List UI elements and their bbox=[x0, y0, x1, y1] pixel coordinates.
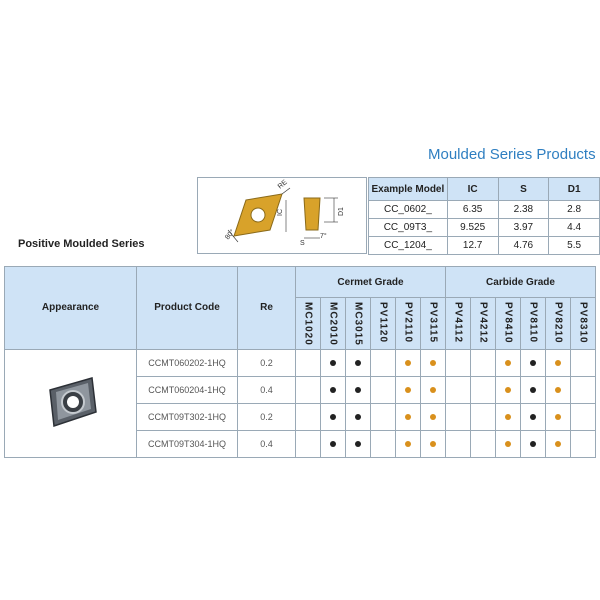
table-row bbox=[369, 237, 600, 255]
grade-mark-cell bbox=[446, 430, 471, 457]
gold-dot-icon bbox=[555, 387, 561, 393]
grade-pv4212: PV4212 bbox=[477, 302, 489, 344]
insert-diagram bbox=[197, 177, 367, 254]
product-code: CCMT060202-1HQ bbox=[137, 349, 238, 376]
gold-dot-icon bbox=[405, 414, 411, 420]
gold-dot-icon bbox=[555, 414, 561, 420]
re-header: Re bbox=[238, 267, 296, 350]
grade-pv2110: PV2110 bbox=[402, 302, 414, 344]
re-label: RE bbox=[276, 178, 289, 191]
grade-pv8110: PV8110 bbox=[527, 302, 539, 344]
cell-s: 2.38 bbox=[498, 201, 549, 219]
header-s: S bbox=[498, 178, 549, 201]
cell-s: 4.76 bbox=[498, 237, 549, 255]
grade-mark-cell bbox=[496, 376, 521, 403]
product-code: CCMT09T302-1HQ bbox=[137, 403, 238, 430]
cell-ic: 12.7 bbox=[447, 237, 498, 255]
gold-dot-icon bbox=[430, 441, 436, 447]
grade-pv8210: PV8210 bbox=[552, 302, 564, 344]
black-dot-icon bbox=[330, 387, 336, 393]
example-model-table bbox=[368, 177, 600, 255]
grade-mark-cell bbox=[546, 430, 571, 457]
black-dot-icon bbox=[530, 414, 536, 420]
grade-mark-cell bbox=[446, 349, 471, 376]
insert-dimension-diagram bbox=[198, 178, 366, 253]
grade-mark-cell bbox=[421, 349, 446, 376]
re-value: 0.2 bbox=[238, 403, 296, 430]
black-dot-icon bbox=[330, 414, 336, 420]
gold-dot-icon bbox=[505, 387, 511, 393]
gold-dot-icon bbox=[505, 360, 511, 366]
cell-ic: 9.525 bbox=[447, 219, 498, 237]
gold-dot-icon bbox=[555, 360, 561, 366]
black-dot-icon bbox=[355, 360, 361, 366]
grade-mark-cell bbox=[321, 349, 346, 376]
grade-mark-cell bbox=[371, 430, 396, 457]
grade-mark-cell bbox=[321, 376, 346, 403]
black-dot-icon bbox=[355, 441, 361, 447]
carbide-grade-header: Carbide Grade bbox=[446, 267, 596, 298]
black-dot-icon bbox=[530, 360, 536, 366]
grade-mark-cell bbox=[396, 376, 421, 403]
cell-model: CC_09T3_ bbox=[369, 219, 448, 237]
cell-d1: 2.8 bbox=[549, 201, 600, 219]
grade-mark-cell bbox=[496, 349, 521, 376]
positive-moulded-series-label: Positive Moulded Series bbox=[18, 238, 145, 250]
re-value: 0.2 bbox=[238, 349, 296, 376]
black-dot-icon bbox=[530, 387, 536, 393]
cermet-grade-header: Cermet Grade bbox=[296, 267, 446, 298]
re-value: 0.4 bbox=[238, 376, 296, 403]
insert-side-view bbox=[304, 198, 320, 230]
header-d1: D1 bbox=[549, 178, 600, 201]
grade-pv8410: PV8410 bbox=[502, 302, 514, 344]
grade-mark-cell bbox=[521, 403, 546, 430]
gold-dot-icon bbox=[405, 387, 411, 393]
ic-label: IC bbox=[277, 209, 284, 216]
insert-hole bbox=[251, 208, 265, 222]
insert-photo-icon bbox=[36, 372, 106, 432]
s-label: S bbox=[300, 240, 305, 247]
table-row bbox=[369, 219, 600, 237]
grade-mark-cell bbox=[471, 349, 496, 376]
gold-dot-icon bbox=[430, 360, 436, 366]
re-value: 0.4 bbox=[238, 430, 296, 457]
grade-mark-cell bbox=[571, 349, 596, 376]
grade-mark-cell bbox=[371, 376, 396, 403]
appearance-header: Appearance bbox=[5, 267, 137, 350]
product-code-header: Product Code bbox=[137, 267, 238, 350]
grade-mark-cell bbox=[396, 349, 421, 376]
cell-model: CC_1204_ bbox=[369, 237, 448, 255]
grade-mark-cell bbox=[371, 403, 396, 430]
black-dot-icon bbox=[330, 360, 336, 366]
grade-mark-cell bbox=[421, 376, 446, 403]
black-dot-icon bbox=[330, 441, 336, 447]
grade-mark-cell bbox=[346, 403, 371, 430]
grade-mark-cell bbox=[346, 349, 371, 376]
grade-mark-cell bbox=[296, 403, 321, 430]
grade-mark-cell bbox=[321, 403, 346, 430]
grade-pv1120: PV1120 bbox=[377, 302, 389, 344]
clearance-angle-label: 7° bbox=[320, 233, 327, 240]
grade-mark-cell bbox=[296, 430, 321, 457]
grade-pv8310: PV8310 bbox=[577, 302, 589, 344]
black-dot-icon bbox=[530, 441, 536, 447]
grade-mark-cell bbox=[346, 376, 371, 403]
product-grade-table bbox=[4, 266, 596, 458]
gold-dot-icon bbox=[430, 387, 436, 393]
insert-appearance-image bbox=[5, 349, 137, 457]
series-title: Moulded Series Products bbox=[428, 146, 596, 163]
grade-mark-cell bbox=[471, 376, 496, 403]
grade-mc1020: MC1020 bbox=[302, 302, 314, 346]
gold-dot-icon bbox=[430, 414, 436, 420]
grade-mark-cell bbox=[546, 376, 571, 403]
header-ic: IC bbox=[447, 178, 498, 201]
grade-mark-cell bbox=[496, 430, 521, 457]
grade-mark-cell bbox=[296, 376, 321, 403]
grade-mark-cell bbox=[521, 349, 546, 376]
grade-mark-cell bbox=[571, 376, 596, 403]
grade-mark-cell bbox=[396, 430, 421, 457]
gold-dot-icon bbox=[505, 441, 511, 447]
cell-d1: 4.4 bbox=[549, 219, 600, 237]
grade-mark-cell bbox=[421, 430, 446, 457]
grade-mark-cell bbox=[496, 403, 521, 430]
gold-dot-icon bbox=[405, 360, 411, 366]
grade-pv3115: PV3115 bbox=[427, 302, 439, 344]
grade-mark-cell bbox=[546, 349, 571, 376]
grade-mark-cell bbox=[521, 376, 546, 403]
grade-mark-cell bbox=[471, 430, 496, 457]
grade-mark-cell bbox=[421, 403, 446, 430]
gold-dot-icon bbox=[505, 414, 511, 420]
grade-mc3015: MC3015 bbox=[352, 302, 364, 346]
grade-mark-cell bbox=[571, 403, 596, 430]
table-row bbox=[5, 349, 596, 376]
grade-mark-cell bbox=[321, 430, 346, 457]
cell-s: 3.97 bbox=[498, 219, 549, 237]
grade-mark-cell bbox=[446, 376, 471, 403]
grade-mark-cell bbox=[446, 403, 471, 430]
angle-label: 80° bbox=[224, 228, 237, 242]
grade-mark-cell bbox=[296, 349, 321, 376]
header-example-model: Example Model bbox=[369, 178, 448, 201]
table-row bbox=[369, 201, 600, 219]
grade-mark-cell bbox=[571, 430, 596, 457]
product-code: CCMT060204-1HQ bbox=[137, 376, 238, 403]
grade-mark-cell bbox=[396, 403, 421, 430]
grade-mark-cell bbox=[546, 403, 571, 430]
black-dot-icon bbox=[355, 387, 361, 393]
grade-mark-cell bbox=[346, 430, 371, 457]
gold-dot-icon bbox=[405, 441, 411, 447]
d1-label: D1 bbox=[338, 207, 345, 216]
gold-dot-icon bbox=[555, 441, 561, 447]
black-dot-icon bbox=[355, 414, 361, 420]
grade-mark-cell bbox=[371, 349, 396, 376]
product-code: CCMT09T304-1HQ bbox=[137, 430, 238, 457]
cell-model: CC_0602_ bbox=[369, 201, 448, 219]
cell-d1: 5.5 bbox=[549, 237, 600, 255]
grade-mc2010: MC2010 bbox=[327, 302, 339, 346]
grade-pv4112: PV4112 bbox=[452, 302, 464, 344]
grade-mark-cell bbox=[471, 403, 496, 430]
grade-mark-cell bbox=[521, 430, 546, 457]
cell-ic: 6.35 bbox=[447, 201, 498, 219]
